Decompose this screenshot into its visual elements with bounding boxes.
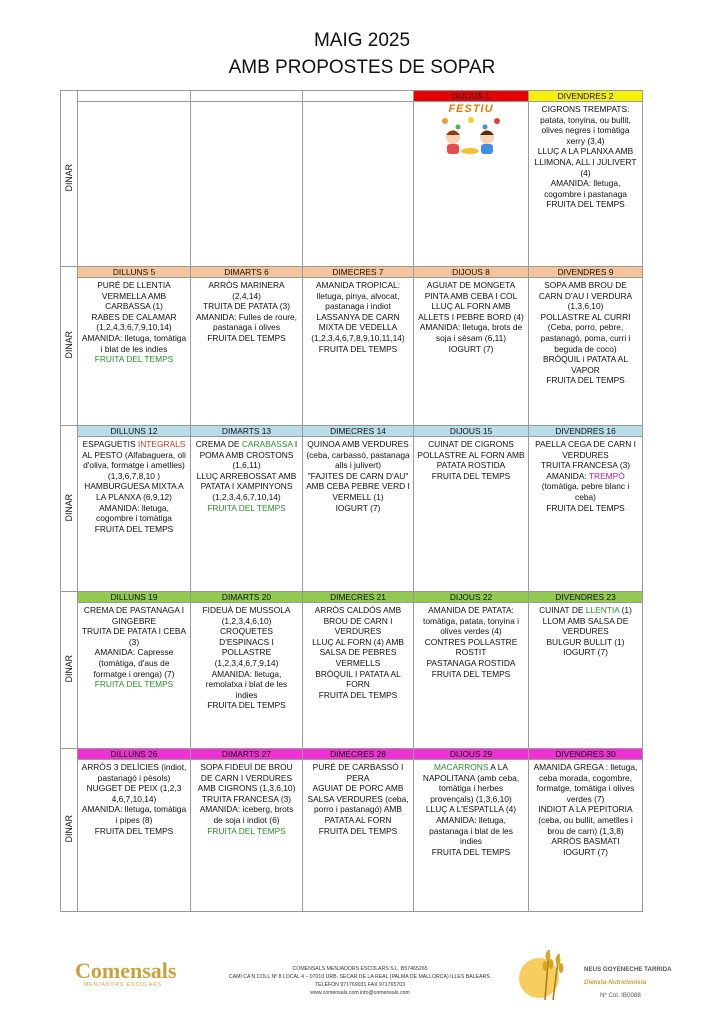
day-menu-cell: [414, 437, 529, 592]
day-menu-cell: [529, 102, 643, 267]
dessert: FRUITA DEL TEMPS: [207, 502, 286, 513]
salad: AMANIDA: iceberg, brots de soja i indiot (6): [199, 804, 294, 825]
menu-table: [60, 90, 643, 912]
second-course: LLUÇ ARREBOSSAT AMB PATATA I XAMPINYONS (1,2,3,4,6,7,10,14): [196, 470, 297, 502]
dessert: FRUITA DEL TEMPS: [94, 679, 174, 690]
week-header-row: [61, 592, 643, 603]
day-menu-cell: [529, 278, 643, 426]
dessert: FRUITA DEL TEMPS: [318, 689, 398, 700]
first-course: CIGRONS TREMPATS: patata, tonyina, ou bullit, olives negres i tomàtiga xerry (3,4): [540, 104, 631, 146]
day-header: DIJOUS 1: [414, 91, 529, 102]
company-phone: TELÈFON 971769031 FAX 971765703: [315, 982, 405, 988]
salad: AMANIDA: lletuga, pastanaga i blat de les indies: [429, 814, 513, 847]
second-course: POLLASTRE AL CURRI (Ceba, porro, pebre, pastanagó, poma, curri i beguda de coco): [540, 311, 631, 354]
second-course: RABES DE CALAMAR (1,2,4,3,6,7,9,10,14): [91, 311, 177, 333]
first-course: PURÉ DE LLENTIA VERMELLA AMB CARBASSA (1): [97, 280, 171, 312]
dessert: FRUITA DEL TEMPS: [318, 825, 398, 836]
week-header-row: [61, 749, 643, 760]
day-header: DIVENDRES 2: [529, 91, 643, 102]
day-header: DIVENDRES 9: [529, 267, 643, 278]
first-course: SOPA FIDEUÍ DE BROU DE CARN I VERDURES AMB CIGRONS (1,3,6,10): [197, 762, 296, 794]
first-course: ARRÒS CALDÓS AMB BROU DE CARN I VERDURES: [314, 605, 402, 637]
lunch-label-cell: [61, 91, 78, 267]
day-menu-cell: [303, 437, 414, 592]
lunch-label: DINAR: [63, 493, 74, 521]
first-course: ARRÒS 3 DELÍCIES (indiot, pastanagó i pèsols): [81, 762, 187, 783]
lunch-label: DINAR: [63, 815, 74, 843]
page-subtitle: AMB PROPOSTES DE SOPAR: [228, 57, 496, 78]
week-menu-row: [61, 102, 643, 267]
week-header-row: [61, 267, 643, 278]
second-course: TRUITA FRANCESA (3): [540, 460, 631, 471]
day-menu-cell: [191, 278, 303, 426]
day-header: DIMECRES 28: [303, 749, 414, 760]
first-course: MACARRONS A LA NAPOLITANA (amb ceba, tomàtiga i herbes provençals) (1,3,6,10): [422, 762, 520, 804]
second-course: LLOM AMB SALSA DE VERDURES: [542, 615, 629, 637]
salad: BULGUR BULLIT (1): [546, 636, 625, 647]
day-menu-cell: [303, 278, 414, 426]
lunch-label-cell: [61, 749, 78, 912]
day-header: [191, 91, 303, 102]
day-header: DIMECRES 14: [303, 426, 414, 437]
day-menu-cell: [78, 760, 191, 912]
first-course: AMANIDA TROPICAL: lletuga, pinya, alvocat, pastanaga i indiot: [315, 280, 401, 312]
wheat-logo-icon: [515, 944, 581, 1002]
salad: AMANIDA: lletuga, cogombre i tomàtiga: [96, 502, 172, 524]
week-menu-row: [61, 437, 643, 592]
day-header: DIJOUS 15: [414, 426, 529, 437]
day-header: DILLUNS 19: [78, 592, 191, 603]
company-contact: www.comensals.com info@comensals.com: [310, 990, 410, 996]
dessert: IOGURT (7): [563, 846, 608, 857]
page-title: MAIG 2025: [313, 30, 411, 51]
dessert: FRUITA DEL TEMPS: [431, 668, 511, 679]
first-course: PURÉ DE CARBASSÓ I PERA: [312, 762, 404, 783]
day-menu-cell: [191, 760, 303, 912]
company-info-line: COMENSALS MENJADORS ESCOLARS S.L. B57465265: [292, 966, 428, 972]
holiday-kids-illustration-icon: [431, 115, 511, 157]
dessert: FRUITA DEL TEMPS: [431, 846, 511, 857]
first-course: AMANIDA DE PATATA: tomàtiga, patata, tonyina i olives verdes (4): [423, 605, 519, 637]
dessert: FRUITA DEL TEMPS: [94, 354, 174, 365]
first-course: AMANIDA GREGA : lletuga, ceba morada, cogombre, formatge, tomàtiga i olives verdes (7): [533, 762, 638, 804]
day-header: DIJOUS 22: [414, 592, 529, 603]
first-course: SOPA AMB BROU DE CARN D'AU I VERDURA (1,3,6,10): [538, 280, 633, 312]
second-course: INDIOT A LA PEPITORIA (ceba, ou bullit, ametlles i brou de carn) (1,3,8): [538, 804, 633, 836]
day-menu-cell: [303, 603, 414, 749]
dessert: FRUITA DEL TEMPS: [207, 825, 286, 836]
week-menu-row: [61, 603, 643, 749]
lunch-label-cell: [61, 592, 78, 749]
dessert: FRUITA DEL TEMPS: [94, 825, 174, 836]
week-header-row: [61, 426, 643, 437]
second-course: TRUITA FRANCESA (3): [201, 793, 292, 804]
second-course: HAMBURGUESA MIXTA A LA PLANXA (6,9,12): [84, 481, 184, 502]
day-menu-cell: [191, 603, 303, 749]
day-header: DIJOUS 29: [414, 749, 529, 760]
day-header: DIJOUS 8: [414, 267, 529, 278]
week-menu-row: [61, 278, 643, 426]
day-header: [78, 91, 191, 102]
dessert: IOGURT (7): [335, 502, 381, 513]
second-course: POLLASTRE AL FORN AMB PATATA ROSTIDA: [417, 449, 525, 471]
salad: BRÒQUIL i PATATA AL VAPOR: [542, 354, 628, 375]
day-menu-cell: [529, 437, 643, 592]
week-menu-row: [61, 760, 643, 912]
day-menu-cell: [78, 437, 191, 592]
salad: AMANIDA: TREMPÓ (tomàtiga, pebre blanc i ceba): [541, 470, 630, 502]
holiday-cell: [414, 102, 529, 267]
dessert: IOGURT (7): [563, 647, 608, 658]
day-header: [303, 91, 414, 102]
lunch-label: DINAR: [63, 331, 74, 359]
first-course: QUINOA AMB VERDURES (ceba, carbassó, pastanaga alls i julivert): [306, 439, 410, 471]
company-address: CAMÍ CA'N COLL Nº 8 LOCAL 4 – 07010 URB. SECAR DE LA REAL (PALMA DE MALLORCA) ILLES BALEARS.: [228, 974, 492, 980]
dessert: FRUITA DEL TEMPS: [318, 343, 398, 354]
company-logo-subtitle: MENJADORS ESCOLARS: [84, 982, 163, 988]
day-header: DIMARTS 6: [191, 267, 303, 278]
second-course: AGUIAT DE PORC AMB SALSA VERDURES (ceba, porro i pastanagó) AMB PATATA AL FORN: [307, 783, 409, 825]
dessert: FRUITA DEL TEMPS: [431, 470, 511, 481]
day-menu-cell: [78, 278, 191, 426]
salad: BRÒQUIL I PATATA AL FORN: [315, 668, 401, 690]
day-header: DIMECRES 7: [303, 267, 414, 278]
day-header: DIMECRES 21: [303, 592, 414, 603]
first-course: AGUIAT DE MONGETA PINTA AMB CEBA I COL: [424, 280, 518, 301]
lunch-label: DINAR: [63, 655, 74, 683]
first-course: FIDEUÀ DE MUSSOLA (1,2,3,4,6,10): [202, 605, 291, 626]
day-menu-cell: [303, 760, 414, 912]
salad: AMANIDA: Fulles de roure, pastanaga i olives: [196, 311, 297, 333]
second-course: LLUÇ AL FORN (4) AMB SALSA DE PEBRES VERMELLS: [312, 636, 404, 668]
first-course: CUINAT DE LLENTIA (1): [539, 605, 632, 615]
salad: AMANIDA: lletuga, remolatxa i blat de les indies: [205, 668, 288, 700]
second-course: LLUÇ A L'ESPATLLA (4): [425, 804, 517, 815]
salad: AMANIDA: lletuga, brots de soja i sèsam (6,11): [419, 322, 523, 343]
second-course: NUGGET DE PEIX (1,2,3 4,6,7,10,14): [86, 783, 182, 804]
second-course: CONTRES POLLASTRE ROSTIT: [424, 636, 518, 658]
lunch-label-cell: [61, 426, 78, 592]
day-menu-cell: [78, 603, 191, 749]
empty-day-cell: [78, 102, 191, 267]
day-header: DIMARTS 27: [191, 749, 303, 760]
second-course: TRUITA DE PATATA I CEBA (3): [81, 626, 187, 647]
company-logo: Comensals: [75, 958, 177, 983]
day-header: DIMARTS 13: [191, 426, 303, 437]
second-course: "FAJITES DE CARN D'AU" AMB CEBA PEBRE VERD I VERMELL (1): [306, 470, 410, 502]
salad: AMANIDA: lletuga, tomàtiga i blat de les indies: [81, 332, 187, 354]
day-menu-cell: [414, 603, 529, 749]
first-course: ESPAGUETIS INTEGRALS AL PESTO (Alfabaguera, oli d'oliva, formatge i ametlles) (1,3,6,7,8,10 ): [82, 439, 186, 481]
day-header: DILLUNS 5: [78, 267, 191, 278]
day-header: DILLUNS 26: [78, 749, 191, 760]
second-course: LLUÇ AL FORN AMB ALLETS I PEBRE BORD (4): [418, 301, 524, 322]
day-menu-cell: [529, 760, 643, 912]
dessert: FRUITA DEL TEMPS: [546, 199, 625, 210]
day-menu-cell: [414, 760, 529, 912]
first-course: PAELLA CEGA DE CARN I VERDURES: [535, 439, 636, 460]
salad: ARRÒS BASMATI: [551, 836, 620, 847]
week-header-row: [61, 91, 643, 102]
salad: AMANIDA: lletuga, tomàtiga i pipes (8): [81, 804, 187, 825]
lunch-label-cell: [61, 267, 78, 426]
dietitian-role: Dietista-Nutricionista: [584, 979, 647, 986]
second-course: TRUITA DE PATATA (3): [202, 301, 290, 312]
dietitian-name: NEUS GOYENECHE TARRIDA: [584, 966, 672, 973]
day-header: DIMARTS 20: [191, 592, 303, 603]
first-course: CUINAT DE CIGRONS: [428, 439, 514, 449]
lunch-label: DINAR: [63, 163, 74, 191]
dessert: FRUITA DEL TEMPS: [207, 700, 286, 711]
empty-day-cell: [191, 102, 303, 267]
first-course: CREMA DE PASTANAGA I GINGEBRE: [83, 605, 185, 626]
day-menu-cell: [191, 437, 303, 592]
salad: AMANIDA: Capresse (tomàtiga, d'aus de formatge i orenga) (7): [93, 647, 175, 679]
day-header: DILLUNS 12: [78, 426, 191, 437]
first-course: ARRÒS MARINERA (2,4,14): [208, 280, 285, 301]
salad: PASTANAGA ROSTIDA: [426, 657, 516, 668]
dessert: IOGURT (7): [448, 343, 494, 354]
dessert: FRUITA DEL TEMPS: [546, 375, 625, 386]
dietitian-registration: Nº Col. IB0088: [600, 992, 641, 999]
day-menu-cell: [529, 603, 643, 749]
day-header: DIVENDRES 23: [529, 592, 643, 603]
second-course: LASSANYA DE CARN MIXTA DE VEDELLA (1,2,3,4,6,7,8,9,10,11,14): [311, 311, 405, 343]
holiday-label: FESTIU: [448, 103, 494, 115]
salad: AMANIDA: lletuga, cogombre i pastanaga: [544, 178, 627, 199]
second-course: CROQUETES D'ESPINACS I POLLASTRE (1,2,3,4,6,7,9,14): [214, 626, 279, 668]
day-header: DIVENDRES 16: [529, 426, 643, 437]
dessert: FRUITA DEL TEMPS: [94, 523, 174, 534]
day-menu-cell: [414, 278, 529, 426]
dessert: FRUITA DEL TEMPS: [207, 332, 286, 343]
dessert: FRUITA DEL TEMPS: [546, 502, 625, 513]
day-header: DIVENDRES 30: [529, 749, 643, 760]
first-course: CREMA DE CARABASSA I POMA AMB CROSTONS (1,6,11): [195, 439, 298, 471]
second-course: LLUÇ A LA PLANXA AMB LLIMONA, ALL I JULIVERT (4): [534, 146, 637, 178]
empty-day-cell: [303, 102, 414, 267]
